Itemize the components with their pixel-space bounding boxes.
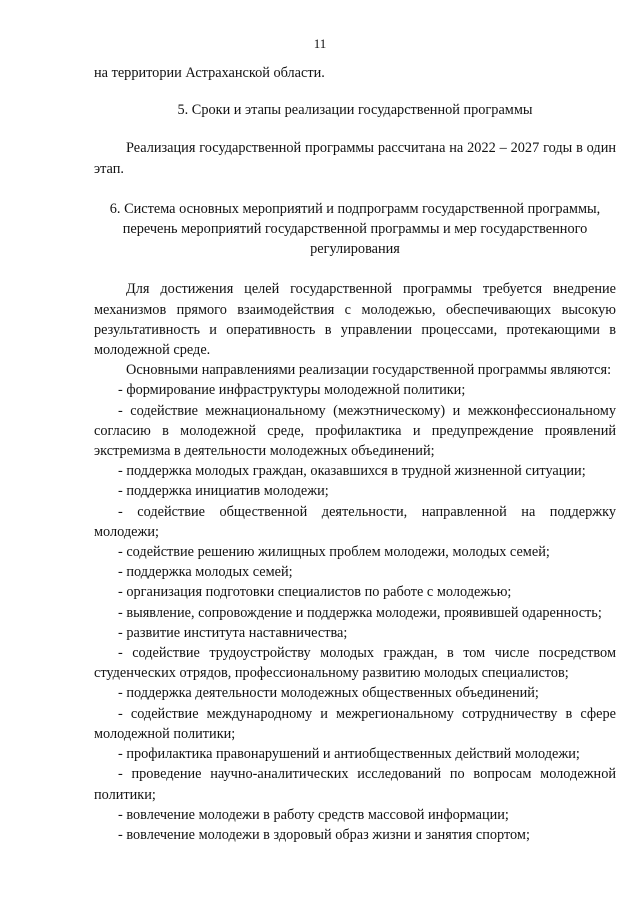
paragraph: Для достижения целей государственной программы требуется внедрение механизмов прямого взаимодействия с молодежью, обеспечивающих высокую результативность и оперативность в управлении процессами, протекающими в молодежной среде. [94, 281, 616, 359]
list-item: - поддержка инициатив молодежи; [118, 483, 329, 500]
list-item: - содействие международному и межрегиональному сотрудничеству в сфере молодежной политики; [94, 705, 616, 742]
list-item: - вовлечение молодежи в работу средств массовой информации; [118, 806, 509, 823]
list-item: - содействие общественной деятельности, направленной на поддержку молодежи; [94, 503, 616, 540]
list-item: - выявление, сопровождение и поддержка молодежи, проявившей одаренность; [118, 604, 602, 621]
list-item: - поддержка молодых граждан, оказавшихся в трудной жизненной ситуации; [118, 463, 586, 480]
list-item: - вовлечение молодежи в здоровый образ жизни и занятия спортом; [118, 826, 530, 843]
list-item: - формирование инфраструктуры молодежной политики; [118, 382, 466, 399]
list-item: - организация подготовки специалистов по работе с молодежью; [118, 584, 512, 601]
list-item: - содействие решению жилищных проблем молодежи, молодых семей; [118, 544, 550, 561]
document-body [94, 63, 616, 845]
list-item: - содействие трудоустройству молодых граждан, в том числе посредством студенческих отрядов, профессиональному развитию молодых специалистов; [94, 645, 616, 682]
list-item: - развитие института наставничества; [118, 624, 348, 641]
paragraph: на территории Астраханской области. [94, 65, 325, 81]
list-item: - проведение научно-аналитических исследований по вопросам молодежной политики; [94, 766, 616, 803]
paragraph: Реализация государственной программы рассчитана на 2022 – 2027 годы в один этап. [94, 140, 616, 177]
section-heading: 6. Система основных мероприятий и подпрограмм государственной программы, перечень мероприятий государственной программы и мер государственного регулирования [109, 200, 601, 258]
paragraph: Основными направлениями реализации государственной программы являются: [126, 362, 612, 379]
section-heading: 5. Сроки и этапы реализации государственной программы [177, 102, 533, 119]
list-item: - профилактика правонарушений и антиобщественных действий молодежи; [118, 746, 580, 763]
page-number: 11 [313, 36, 327, 51]
list-item: - поддержка деятельности молодежных общественных объединений; [118, 685, 539, 702]
list-item: - поддержка молодых семей; [118, 564, 293, 581]
list-item: - содействие межнациональному (межэтническому) и межконфессиональному согласию в молодежной среде, профилактика и предупреждение проявлений экстремизма в деятельности молодежных объединений; [94, 402, 616, 460]
